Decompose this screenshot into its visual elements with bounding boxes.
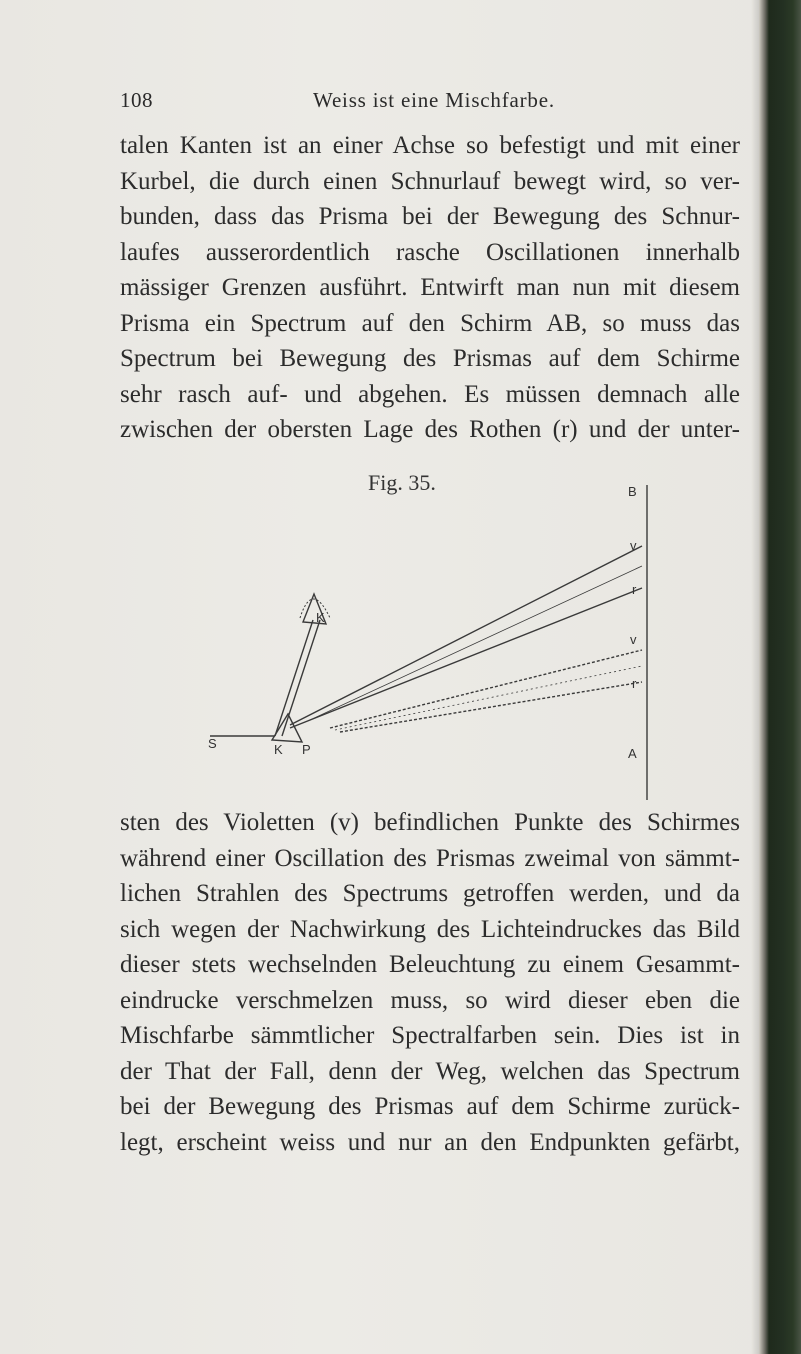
text-line: Mischfarbe sämmtlicher Spectralfarben sein. Dies ist in <box>120 1022 740 1049</box>
upper-ray-r <box>290 588 642 728</box>
text-line: bunden, dass das Prisma bei der Bewegung des Schnur- <box>120 203 740 230</box>
text-line: talen Kanten ist an einer Achse so befestigt und mit einer <box>120 132 740 159</box>
prism-triangle <box>272 714 302 742</box>
figure-35 <box>190 470 660 800</box>
running-head: Weiss ist eine Mischfarbe. <box>313 88 555 112</box>
upper-ray-v <box>290 546 642 725</box>
label-v-lower: v <box>630 632 637 647</box>
label-S: S <box>208 736 217 751</box>
paragraph-top <box>120 128 740 448</box>
text-line: mässiger Grenzen ausführt. Entwirft man nun mit diesem <box>120 274 740 301</box>
page-header <box>120 88 740 116</box>
paragraph-bottom <box>120 805 740 1160</box>
prism-diagram <box>190 470 660 800</box>
lever-line <box>275 620 313 736</box>
label-r-lower: r <box>632 676 637 691</box>
text-line: eindrucke verschmelzen muss, so wird dieser eben die <box>120 986 740 1014</box>
text-line: laufes ausserordentlich rasche Oscillationen innerhalb <box>120 238 740 266</box>
label-B: B <box>628 484 637 499</box>
book-binding <box>759 0 801 1354</box>
text-line: dieser stets wechselnden Beleuchtung zu einem Gesammt- <box>120 951 740 978</box>
oscillation-arc <box>300 599 330 618</box>
text-line: der That der Fall, denn der Weg, welchen das Spectrum <box>120 1057 740 1085</box>
label-A: A <box>628 746 637 761</box>
upper-ray-mid <box>310 566 642 720</box>
page-shadow <box>751 0 759 1354</box>
text-line: legt, erscheint weiss und nur an den Endpunkten gefärbt, <box>120 1128 740 1156</box>
text-line: Prisma ein Spectrum auf den Schirm AB, so muss das <box>120 309 740 337</box>
label-K-bottom: K <box>274 742 283 757</box>
label-K-top: K <box>316 610 325 625</box>
label-P: P <box>302 742 311 757</box>
text-line: sehr rasch auf- und abgehen. Es müssen demnach alle <box>120 380 740 408</box>
lower-ray-mid <box>335 666 642 730</box>
text-line: lichen Strahlen des Spectrums getroffen werden, und da <box>120 880 740 907</box>
text-line: Spectrum bei Bewegung des Prismas auf dem Schirme <box>120 345 740 372</box>
text-line: zwischen der obersten Lage des Rothen (r) und der unter- <box>120 416 740 443</box>
page-number: 108 <box>120 88 153 112</box>
text-line: während einer Oscillation des Prismas zweimal von sämmt- <box>120 844 740 872</box>
text-line: sich wegen der Nachwirkung des Lichteindruckes das Bild <box>120 915 740 943</box>
label-v-upper: v <box>630 538 637 553</box>
figure-caption: Fig. 35. <box>368 470 436 495</box>
text-line: bei der Bewegung des Prismas auf dem Schirme zurück- <box>120 1093 740 1120</box>
text-line: Kurbel, die durch einen Schnurlauf bewegt wird, so ver- <box>120 167 740 195</box>
label-r-upper: r <box>632 582 637 597</box>
text-line: sten des Violetten (v) befindlichen Punkte des Schirmes <box>120 809 740 836</box>
